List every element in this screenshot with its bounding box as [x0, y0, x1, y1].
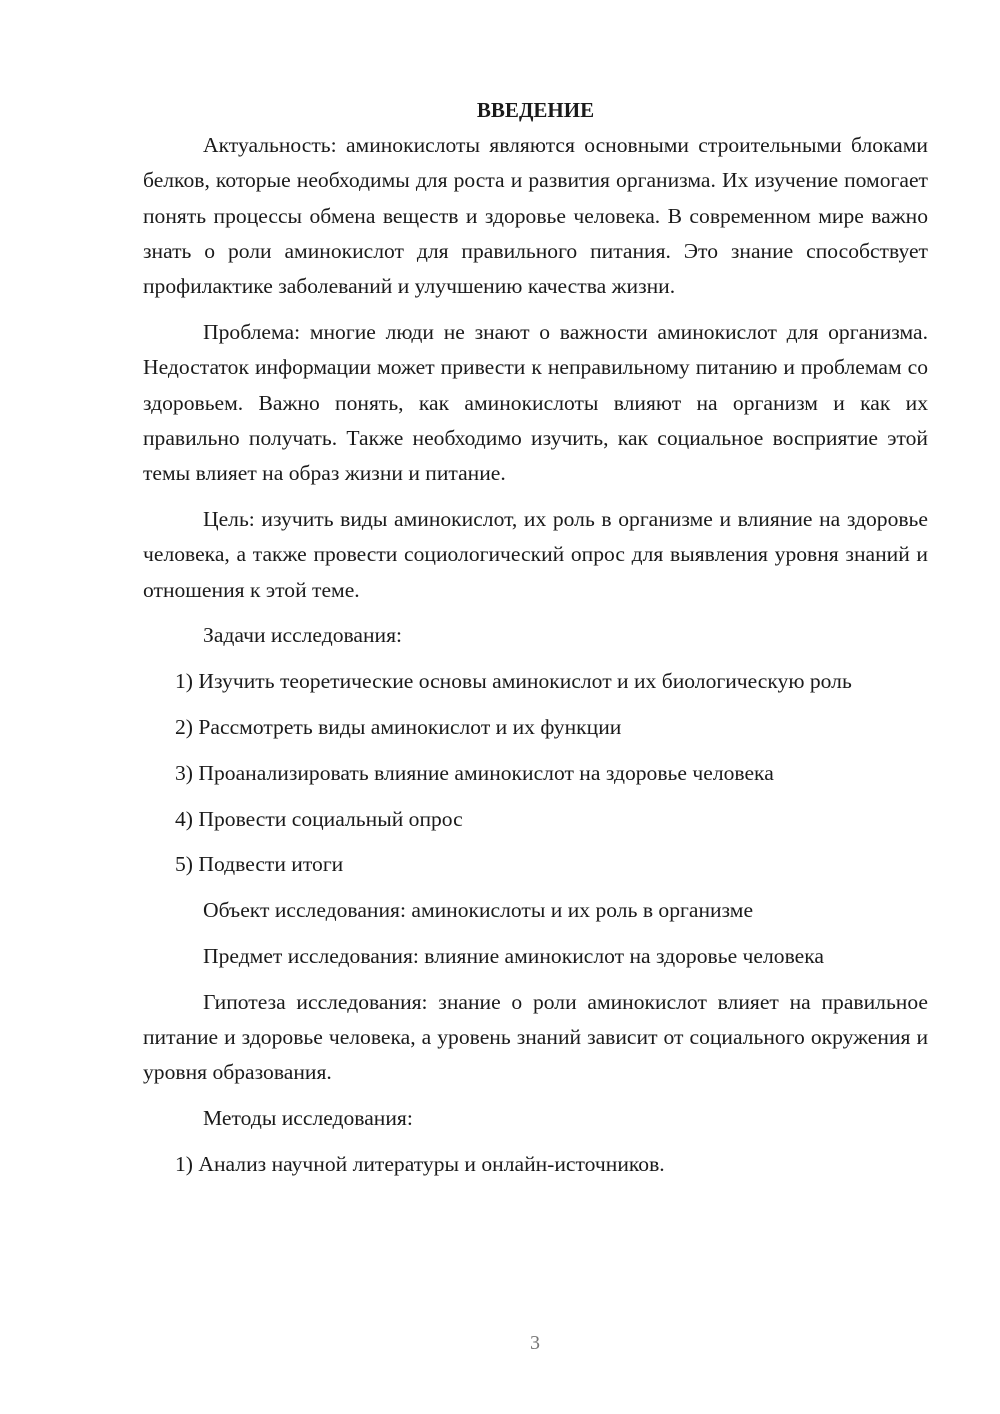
object-paragraph: Объект исследования: аминокислоты и их роль в организме — [203, 898, 754, 923]
method-item: 1) Анализ научной литературы и онлайн-источников. — [175, 1151, 665, 1176]
methods-heading: Методы исследования: — [203, 1106, 413, 1131]
hypothesis-paragraph: Гипотеза исследования: знание о роли аминокислот влияет на правильное питание и здоровье человека, а уровень знаний зависит от социального окружения и уровня образования. — [143, 989, 928, 1085]
task-item: 3) Проанализировать влияние аминокислот на здоровье человека — [175, 760, 774, 785]
problem-paragraph: Проблема: многие люди не знают о важности аминокислот для организма. Недостаток информации может привести к неправильному питанию и проблемам со здоровьем. Важно понять, как аминокислоты влияют на организм и как их правильно получать. Также необходимо изучить, как социальное восприятие этой темы влияет на образ жизни и питание. — [143, 319, 928, 486]
task-item: 5) Подвести итоги — [175, 852, 344, 877]
subject-paragraph: Предмет исследования: влияние аминокислот на здоровье человека — [203, 943, 824, 968]
section-title: ВВЕДЕНИЕ — [476, 98, 595, 122]
tasks-heading: Задачи исследования: — [203, 623, 403, 648]
page-number: 3 — [530, 1332, 540, 1354]
task-item: 1) Изучить теоретические основы аминокислот и их биологическую роль — [175, 669, 852, 694]
task-item: 4) Провести социальный опрос — [175, 806, 463, 831]
document-page — [143, 93, 928, 1193]
task-item: 2) Рассмотреть виды аминокислот и их функции — [175, 714, 622, 739]
goal-paragraph: Цель: изучить виды аминокислот, их роль в организме и влияние на здоровье человека, а также провести социологический опрос для выявления уровня знаний и отношения к этой теме. — [143, 506, 928, 602]
relevance-paragraph: Актуальность: аминокислоты являются основными строительными блоками белков, которые необходимы для роста и развития организма. Их изучение помогает понять процессы обмена веществ и здоровье человека. В современном мире важно знать о роли аминокислот для правильного питания. Это знание способствует профилактике заболеваний и улучшению качества жизни. — [143, 133, 928, 299]
